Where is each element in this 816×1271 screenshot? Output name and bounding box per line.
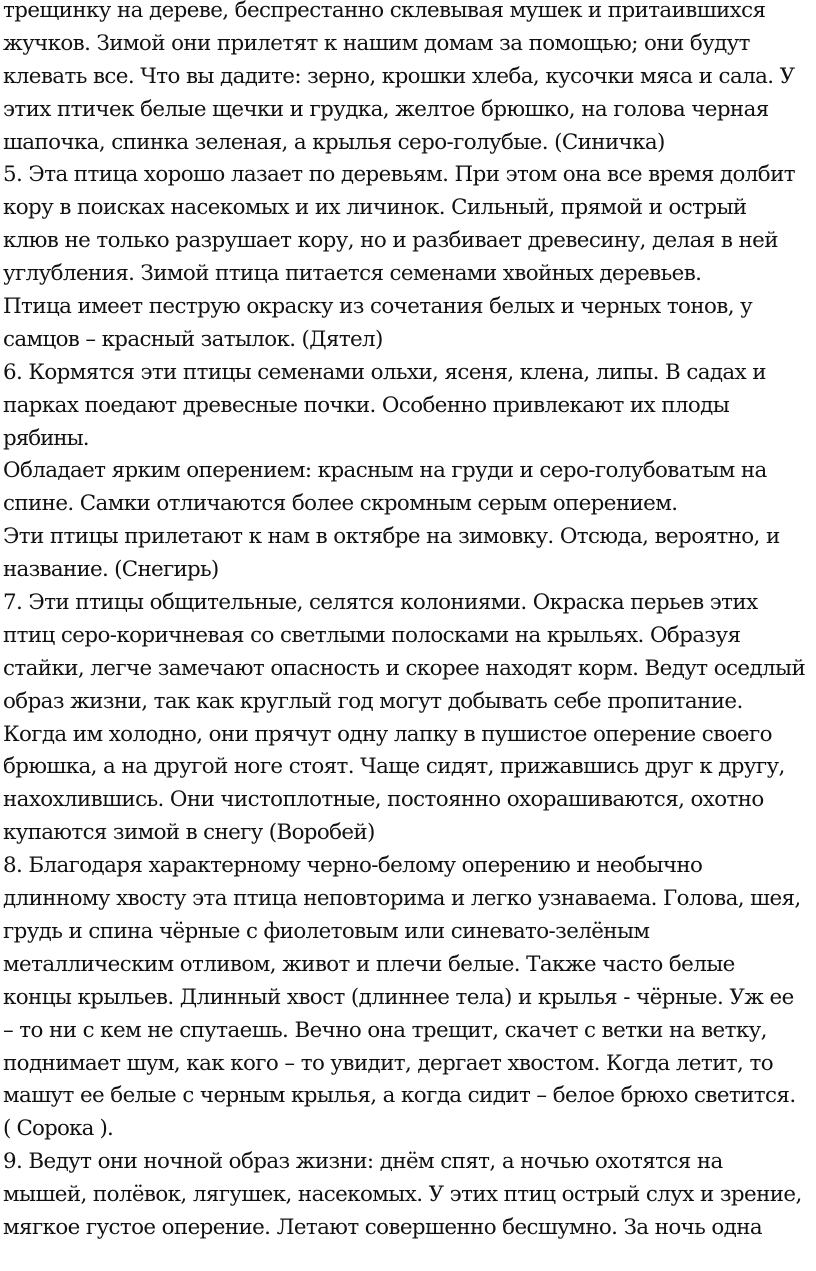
text-line: – то ни с кем не спутаешь. Вечно она трещит, скачет с ветки на ветку, [3,1017,767,1043]
text-line: 8. Благодаря характерному черно-белому оперению и необычно [3,853,703,879]
text-line: 5. Эта птица хорошо лазает по деревьям. При этом она все время долбит [3,162,795,188]
text-line: клевать все. Что вы дадите: зерно, крошки хлеба, кусочки мяса и сала. У [3,63,795,89]
text-line: самцов – красный затылок. (Дятел) [3,326,383,352]
document-text [3,0,816,1245]
text-line: брюшка, а на другой ноге стоят. Чаще сидят, прижавшись друг к другу, [3,754,785,780]
text-line: машут ее белые с черным крылья, а когда сидит – белое брюхо светится. [3,1083,796,1109]
text-line: купаются зимой в снегу (Воробей) [3,820,375,846]
text-line: концы крыльев. Длинный хвост (длиннее тела) и крылья - чёрные. Уж ее [3,984,794,1010]
text-line: шапочка, спинка зеленая, а крылья серо-голубые. (Синичка) [3,129,665,155]
text-line: образ жизни, так как круглый год могут добывать себе пропитание. [3,688,743,714]
text-line: рябины. [3,425,89,451]
text-line: стайки, легче замечают опасность и скорее находят корм. Ведут оседлый [3,655,806,681]
text-line: птиц серо-коричневая со светлыми полосками на крыльях. Образуя [3,622,741,648]
text-line: парках поедают древесные почки. Особенно привлекают их плоды [3,392,730,418]
text-line: Птица имеет пеструю окраску из сочетания белых и черных тонов, у [3,294,753,320]
text-line: ( Сорока ). [3,1116,113,1142]
text-line: Обладает ярким оперением: красным на груди и серо-голубоватым на [3,458,767,484]
text-line: жучков. Зимой они прилетят к нашим домам за помощью; они будут [3,30,750,56]
text-line: мышей, полёвок, лягушек, насекомых. У этих птиц острый слух и зрение, [3,1182,802,1208]
text-line: кору в поисках насекомых и их личинок. Сильный, прямой и острый [3,195,747,221]
text-line: металлическим отливом, живот и плечи белые. Также часто белые [3,951,735,977]
text-line: Эти птицы прилетают к нам в октябре на зимовку. Отсюда, вероятно, и [3,524,780,550]
text-line: длинному хвосту эта птица неповторима и легко узнаваема. Голова, шея, [3,886,801,912]
text-line: Когда им холодно, они прячут одну лапку в пушистое оперение своего [3,721,772,747]
text-line: клюв не только разрушает кору, но и разбивает древесину, делая в ней [3,228,778,254]
text-line: название. (Снегирь) [3,557,219,583]
text-line: спине. Самки отличаются более скромным серым оперением. [3,491,678,517]
text-line: углубления. Зимой птица питается семенами хвойных деревьев. [3,261,702,287]
text-line: этих птичек белые щечки и грудка, желтое брюшко, на голова черная [3,96,769,122]
text-line: трещинку на дереве, беспрестанно склевывая мушек и притаившихся [3,0,766,23]
text-line: 6. Кормятся эти птицы семенами ольхи, ясеня, клена, липы. В садах и [3,359,766,385]
text-line: поднимает шум, как кого – то увидит, дергает хвостом. Когда летит, то [3,1050,773,1076]
text-line: мягкое густое оперение. Летают совершенно бесшумно. За ночь одна [3,1214,763,1240]
text-line: грудь и спина чёрные с фиолетовым или синевато-зелёным [3,918,650,944]
text-line: нахохлившись. Они чистоплотные, постоянно охорашиваются, охотно [3,787,764,813]
text-line: 7. Эти птицы общительные, селятся колониями. Окраска перьев этих [3,590,758,616]
text-line: 9. Ведут они ночной образ жизни: днём спят, а ночью охотятся на [3,1149,723,1175]
